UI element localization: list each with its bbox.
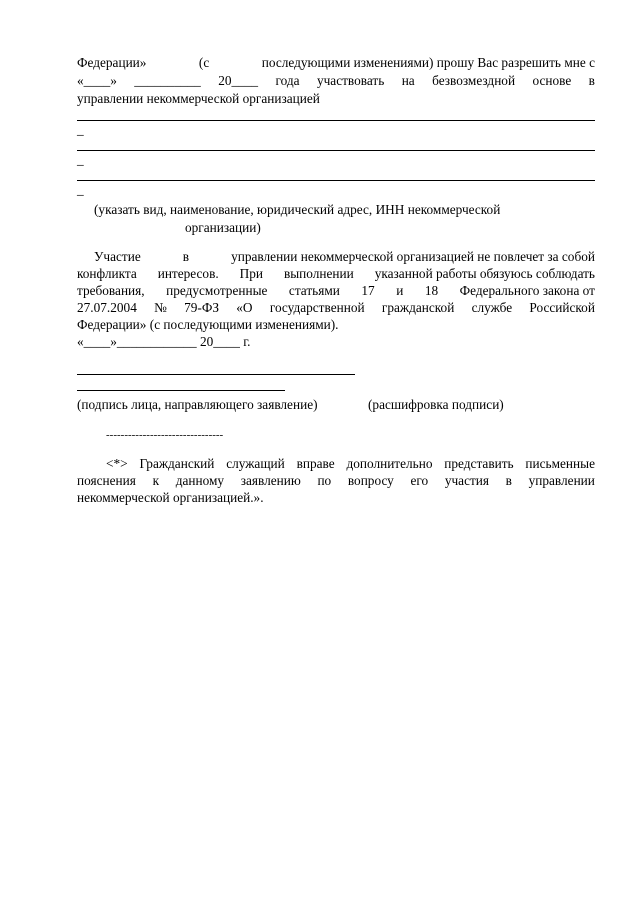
org-blank-tail-1: _: [77, 122, 84, 137]
signature-label: (подпись лица, направляющего заявление): [77, 397, 318, 412]
intro-word: в: [588, 73, 595, 88]
footnote-word: представить: [444, 456, 514, 471]
intro-line-2: [77, 72, 595, 90]
footnote-marker: <*>: [106, 456, 128, 471]
date-day-blank: «____»: [77, 73, 117, 88]
participation-word: 79-ФЗ: [184, 300, 219, 315]
footnote-word: вопросу: [347, 473, 394, 488]
intro-word: (с: [198, 55, 210, 70]
participation-word: требования,: [77, 283, 145, 298]
footnote-word: письменные: [525, 456, 595, 471]
footnote-word: его: [410, 473, 429, 488]
participation-word: указанной работы обязуюсь соблюдать: [374, 266, 595, 281]
intro-word: основе: [532, 73, 572, 88]
participation-line-2: [77, 265, 595, 283]
footnote-word: управлении: [528, 473, 595, 488]
participation-word: №: [154, 300, 167, 315]
footnote-line-1: [106, 455, 595, 473]
footnote-word: пояснения: [77, 473, 136, 488]
intro-word: на: [401, 73, 415, 88]
participation-word: в: [182, 249, 190, 264]
participation-word: При: [239, 266, 264, 281]
intro-line-1: [77, 54, 595, 72]
footnote-word: по: [317, 473, 332, 488]
participation-word: и: [396, 283, 404, 298]
footnote-word: дополнительно: [346, 456, 433, 471]
participation-word: гражданской: [381, 300, 455, 315]
date-year-blank: 20____: [218, 73, 259, 88]
intro-word: года: [275, 73, 300, 88]
signature-decode-label: (расшифровка подписи): [368, 397, 504, 412]
org-blank-tail-3: _: [77, 182, 84, 197]
footnote-word: служащий: [226, 456, 285, 471]
participation-word: службе: [471, 300, 513, 315]
intro-word: безвозмездной: [432, 73, 516, 88]
participation-word: 18: [424, 283, 439, 298]
org-hint-line-2: организации): [185, 220, 261, 235]
participation-line-5: Федерации» (с последующими изменениями).: [77, 317, 339, 332]
signature-line: [77, 374, 355, 375]
participation-word: «О: [236, 300, 253, 315]
participation-word: интересов.: [157, 266, 219, 281]
org-blank-line-2: [77, 150, 595, 151]
org-blank-line-3: [77, 180, 595, 181]
org-blank-tail-2: _: [77, 152, 84, 167]
participation-word: предусмотренные: [166, 283, 268, 298]
intro-word: последующими изменениями) прошу Вас разрешить мне с: [261, 55, 595, 70]
footnote-line-2: [77, 472, 595, 490]
org-blank-line-1: [77, 120, 595, 121]
footnote-word: вправе: [296, 456, 335, 471]
footnote-word: к: [152, 473, 160, 488]
footnote-word: заявлению: [240, 473, 301, 488]
footnote-separator: --------------------------------: [106, 429, 224, 441]
participation-date: «____»____________ 20____ г.: [77, 334, 251, 349]
participation-word: 27.07.2004: [77, 300, 137, 315]
date-month-blank: __________: [134, 73, 201, 88]
intro-word: Федерации»: [77, 55, 147, 70]
footnote-word: участия: [444, 473, 490, 488]
participation-line-1: [94, 248, 595, 266]
footnote-word: в: [505, 473, 512, 488]
participation-word: управлении некоммерческой организацией не повлечет за собой: [231, 249, 595, 264]
participation-word: 17: [361, 283, 375, 298]
org-hint-line-1: (указать вид, наименование, юридический адрес, ИНН некоммерческой: [94, 202, 501, 217]
footnote-word: Гражданский: [139, 456, 215, 471]
intro-line-3: управлении некоммерческой организацией: [77, 91, 320, 106]
participation-word: государственной: [269, 300, 365, 315]
participation-word: конфликта: [77, 266, 137, 281]
footnote-line-3: некоммерческой организацией.».: [77, 490, 264, 505]
participation-word: Участие: [94, 249, 141, 264]
footnote-word: данному: [175, 473, 225, 488]
participation-word: Федерального закона от: [459, 283, 595, 298]
intro-word: участвовать: [316, 73, 385, 88]
participation-line-3: [77, 282, 595, 300]
participation-word: статьями: [288, 283, 340, 298]
participation-word: Российской: [529, 300, 595, 315]
participation-line-4: [77, 299, 595, 317]
participation-word: выполнении: [283, 266, 354, 281]
signature-decode-line: [77, 390, 285, 391]
